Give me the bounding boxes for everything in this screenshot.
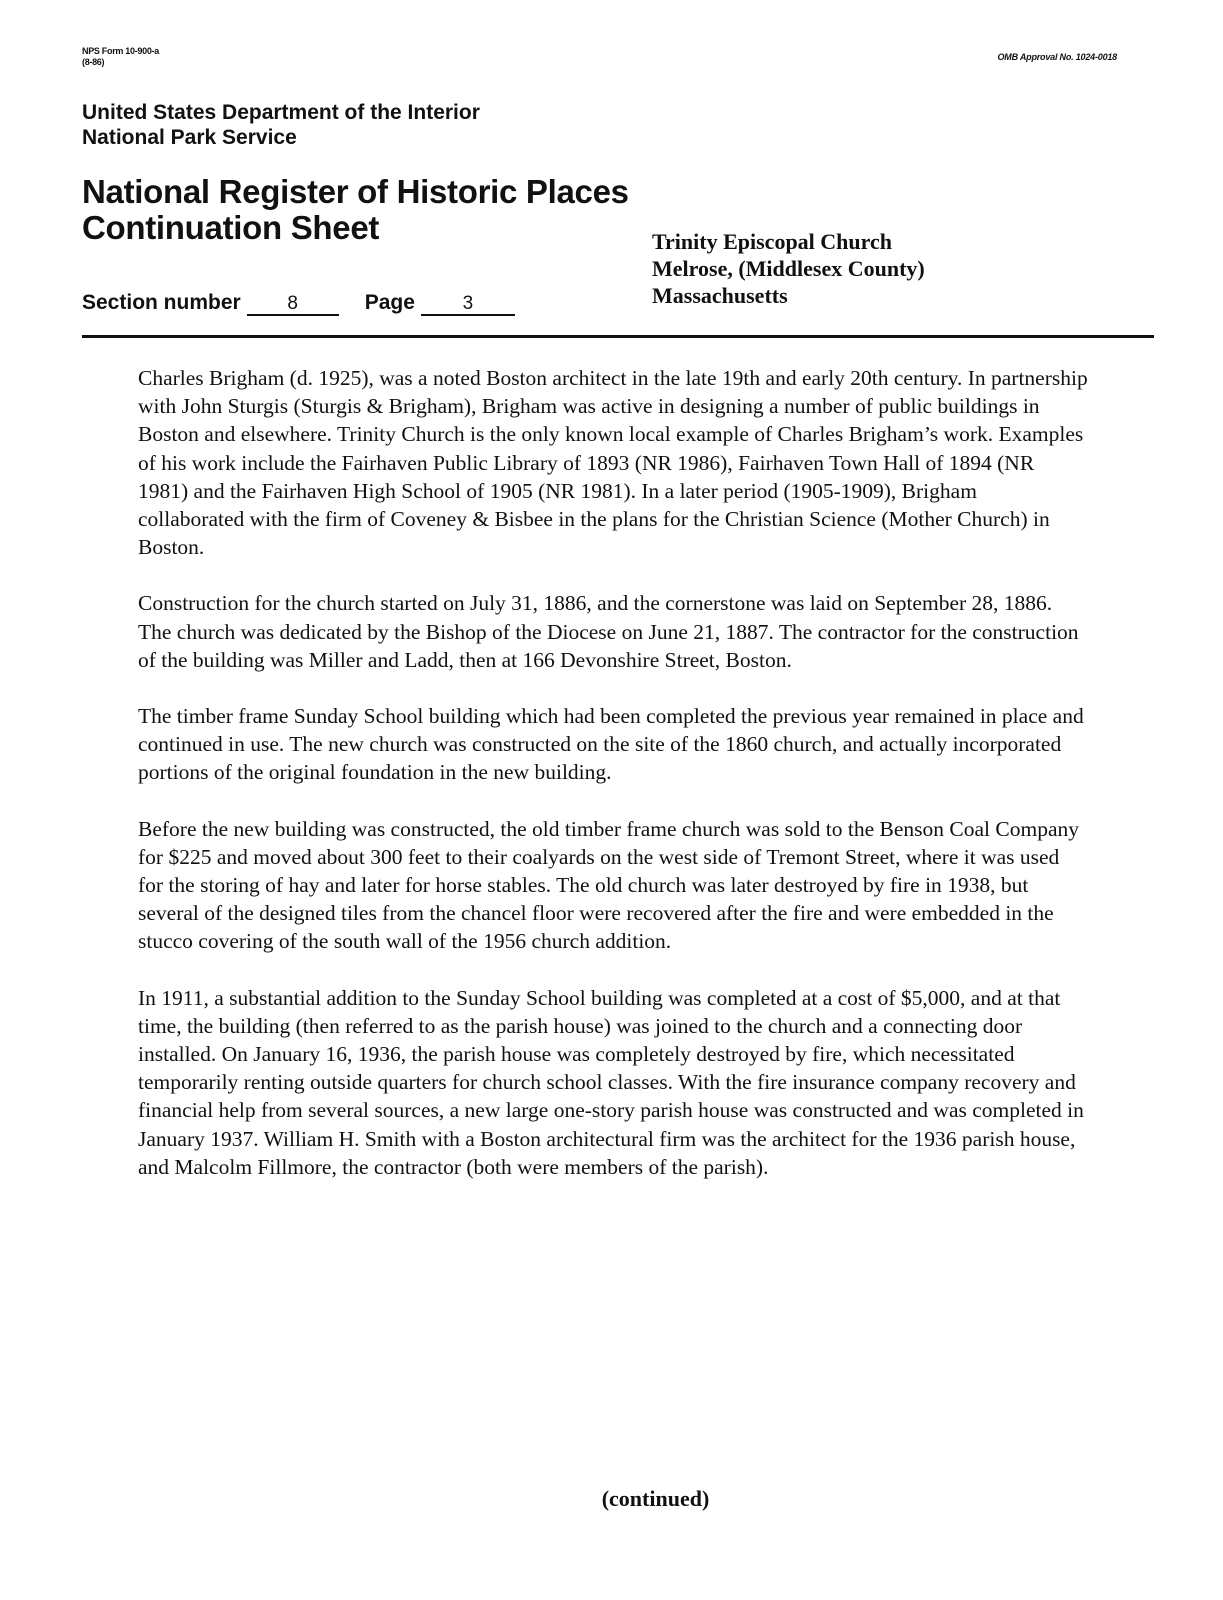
property-state: Massachusetts [652, 283, 788, 308]
paragraph: Charles Brigham (d. 1925), was a noted Boston architect in the late 19th and early 20th century. In partnership with John Sturgis (Sturgis & Brigham), Brigham was active in designing a number of public buildings in Boston and elsewhere. Trinity Church is the only known local example of Charles Brigham’s work. Examples of his work include the Fairhaven Public Library of 1893 (NR 1986), Fairhaven Town Hall of 1894 (NR 1981) and the Fairhaven High School of 1905 (NR 1981). In a later period (1905-1909), Brigham collaborated with the firm of Coveney & Bisbee in the plans for the Christian Science (Mother Church) in Boston. [138, 366, 1088, 560]
header-divider [82, 335, 1154, 338]
page-label: Page [364, 291, 415, 314]
property-location: Melrose, (Middlesex County) [652, 256, 925, 281]
form-identifier [82, 46, 159, 68]
section-number-value: 8 [247, 294, 339, 316]
paragraph: Construction for the church started on July 31, 1886, and the cornerstone was laid on September 28, 1886. The church was dedicated by the Bishop of the Diocese on June 21, 1887. The contractor for the construction of the building was Miller and Ladd, then at 166 Devonshire Street, Boston. [138, 591, 1079, 672]
paragraph: Before the new building was constructed, the old timber frame church was sold to the Benson Coal Company for $225 and moved about 300 feet to their coalyards on the west side of Tremont Street, where it was used for the storing of hay and later for horse stables. The old church was later destroyed by fire in 1938, but several of the designed tiles from the chancel floor were recovered after the fire and were embedded in the stucco covering of the south wall of the 1956 church addition. [138, 816, 1080, 954]
document-title [82, 174, 629, 246]
property-name: Trinity Episcopal Church [652, 229, 893, 254]
continued-note: (continued) [601, 1486, 710, 1511]
form-number: NPS Form 10-900-a [82, 46, 159, 56]
department-name: United States Department of the Interior [82, 101, 480, 124]
body-text [138, 364, 1088, 1209]
section-number-label: Section number [82, 291, 241, 314]
property-block [652, 228, 925, 309]
title-line-1: National Register of Historic Places [82, 173, 629, 210]
form-date: (8-86) [82, 57, 105, 67]
agency-block [82, 100, 480, 150]
title-line-2: Continuation Sheet [82, 209, 380, 246]
service-name: National Park Service [82, 126, 297, 149]
paragraph: The timber frame Sunday School building which had been completed the previous year remained in place and continued in use. The new church was constructed on the site of the 1860 church, and actually incorporated portions of the original foundation in the new building. [138, 704, 1084, 785]
paragraph: In 1911, a substantial addition to the Sunday School building was completed at a cost of $5,000, and at that time, the building (then referred to as the parish house) was joined to the church and a connecting door installed. On January 16, 1936, the parish house was completely destroyed by fire, which necessitated temporarily renting outside quarters for church school classes. With the fire insurance company recovery and financial help from several sources, a new large one-story parish house was constructed and was completed in January 1937. William H. Smith with a Boston architectural firm was the architect for the 1936 parish house, and Malcolm Fillmore, the contractor (both were members of the parish). [138, 985, 1084, 1179]
omb-approval: OMB Approval No. 1024-0018 [997, 52, 1117, 62]
section-page-line [82, 290, 515, 316]
page-number-value: 3 [421, 294, 515, 316]
